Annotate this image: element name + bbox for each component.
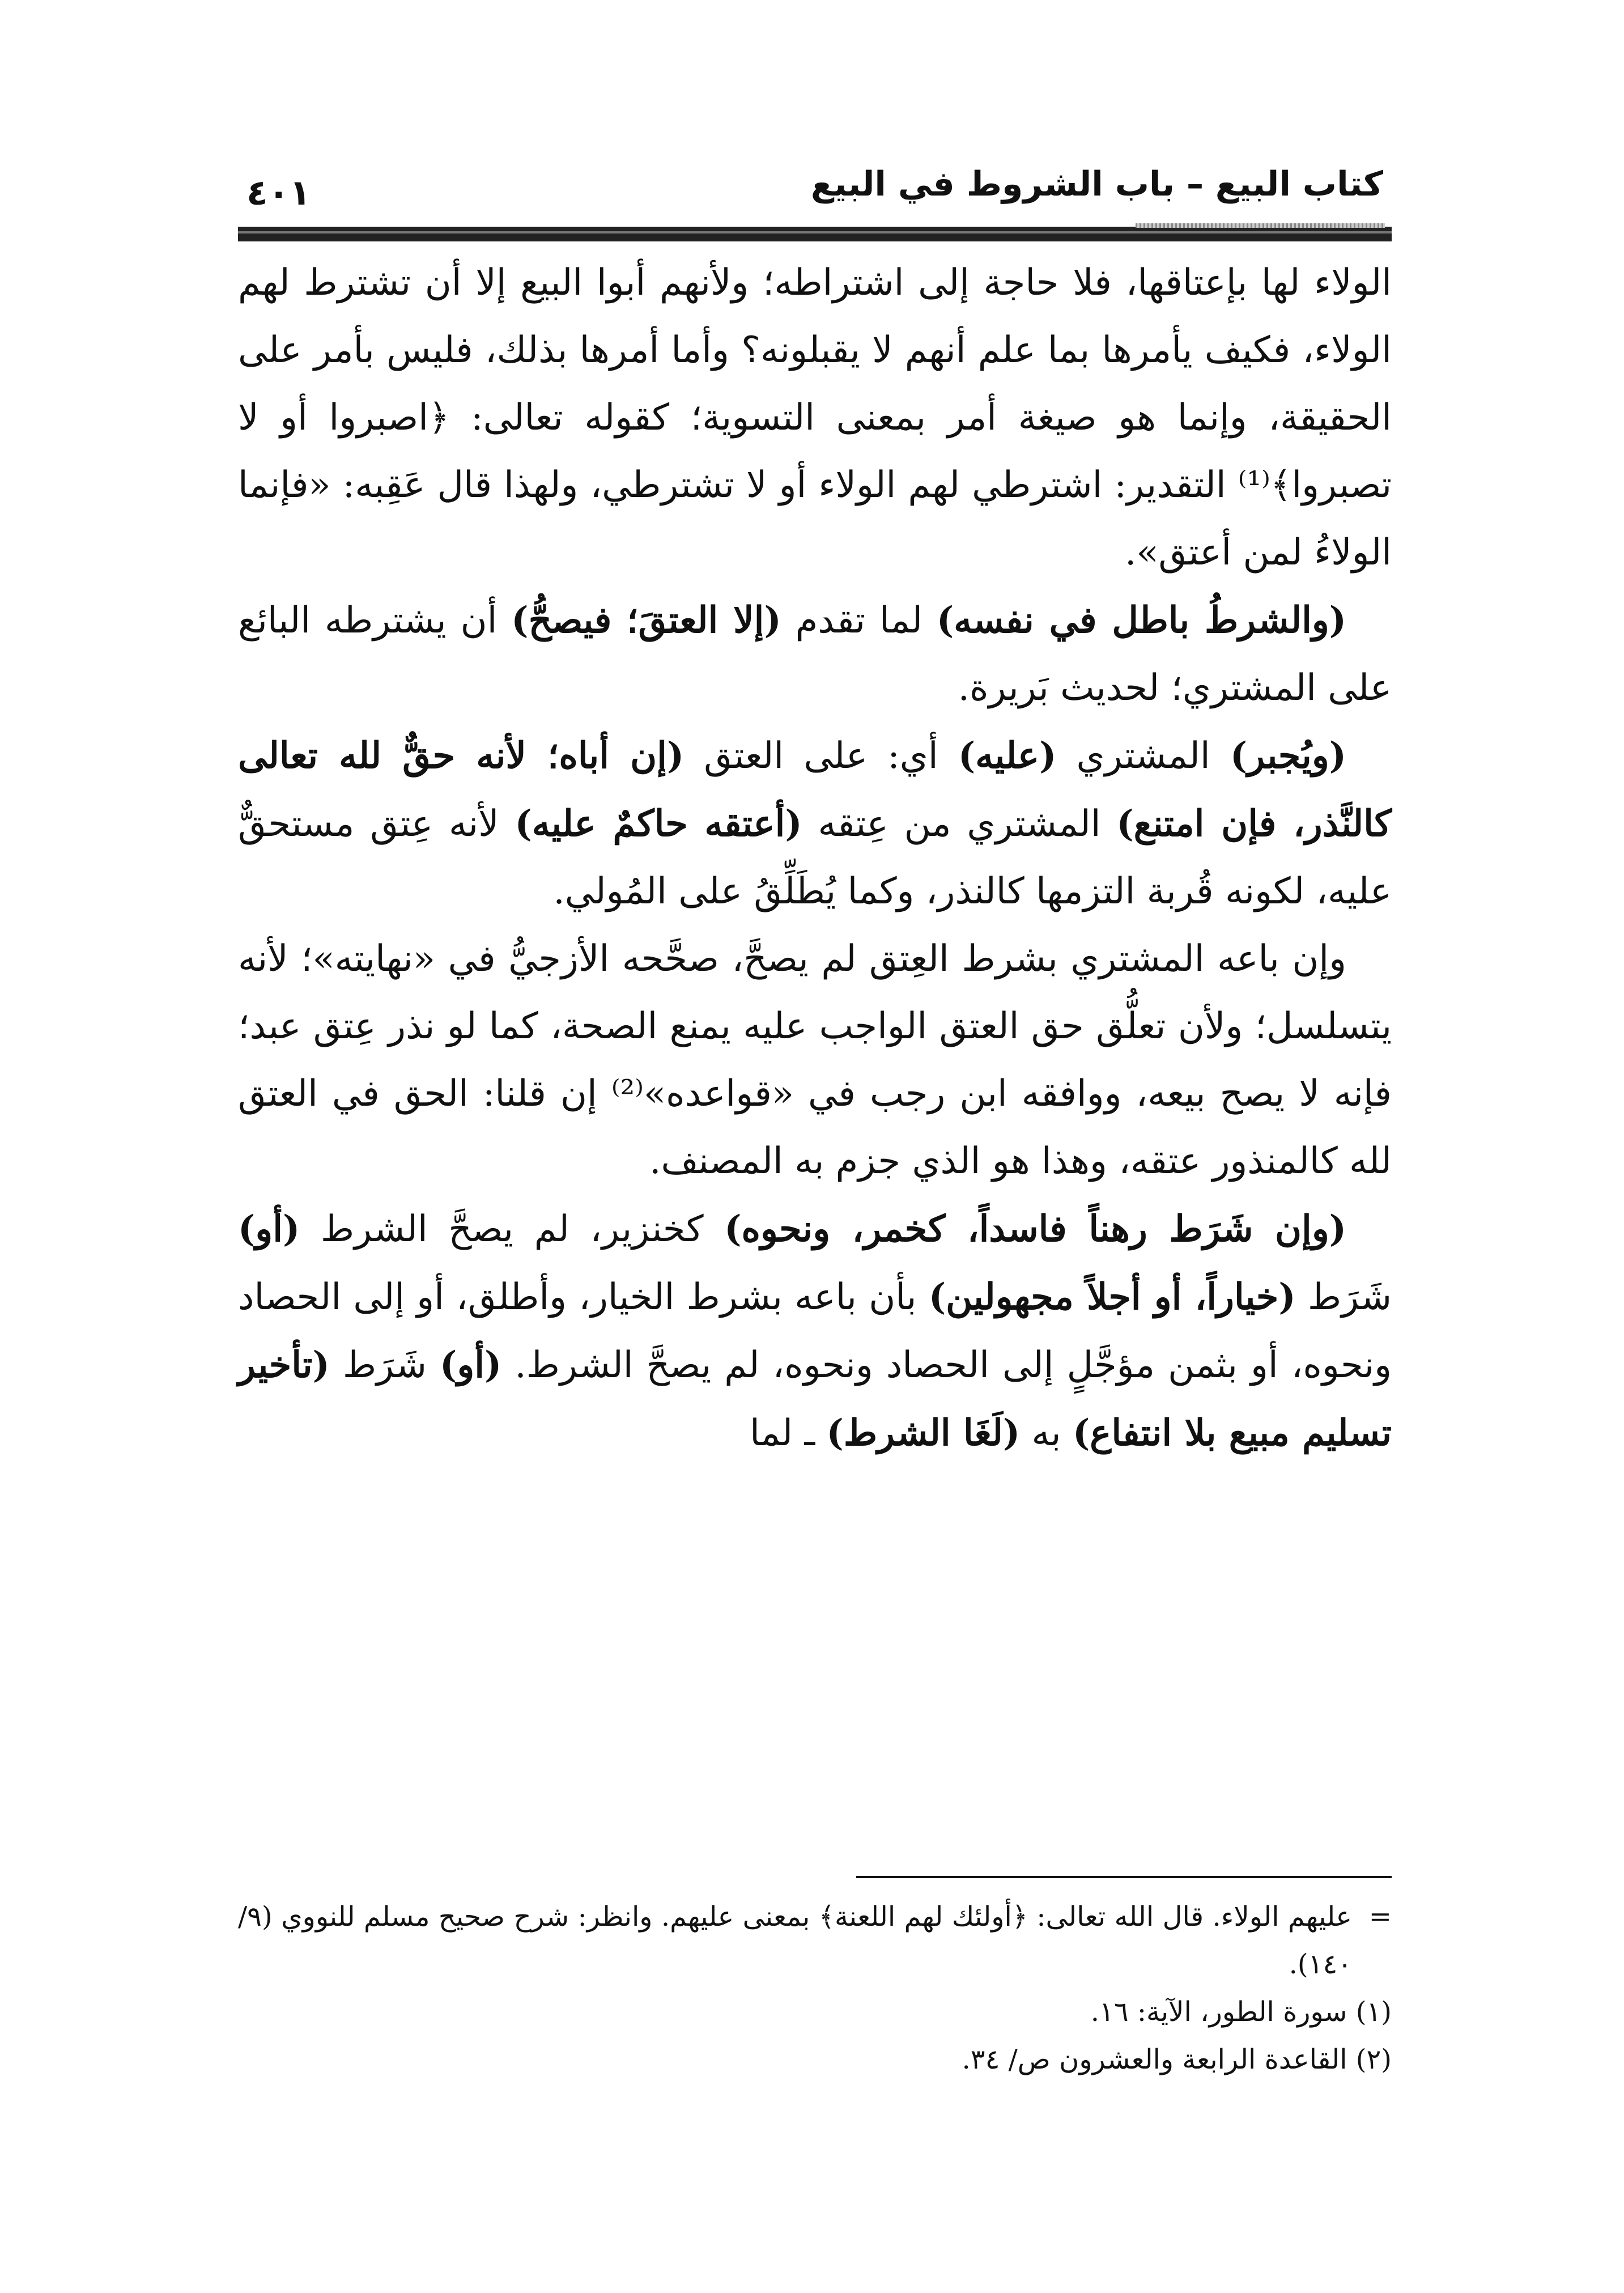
paragraph-1: الولاء لها بإعتاقها، فلا حاجة إلى اشتراطه؛ ولأنهم أبوا البيع إلا أن تشترط لهم الولاء، فكيف يأمرها بما علم أنهم لا يقبلونه؟ وأما أمرها بذلك، فليس بأمر على الحقيقة، وإنما هو صيغة أمر بمعنى التسوية؛ كقوله تعالى: ﴿اصبروا أو لا تصبروا﴾⁽¹⁾ التقدير: اشترطي لهم الولاء أو لا تشترطي، ولهذا قال عَقِبه: «فإنما الولاءُ لمن أعتق». [238, 262, 1392, 574]
sharh-text: المشتري [1056, 735, 1230, 777]
header-rule [238, 227, 1392, 241]
matn-text: (خياراً، أو أجلاً مجهولين) [928, 1276, 1296, 1318]
sharh-text: لما تقدم [781, 600, 937, 642]
sharh-text: ـ لما [750, 1412, 827, 1454]
matn-text: (أو) [440, 1344, 502, 1386]
paragraph-5 [238, 1195, 1392, 1467]
running-header [235, 153, 1389, 221]
matn-text: (عليه) [958, 734, 1057, 777]
sharh-text: به [1020, 1412, 1073, 1454]
footnote-continuation [238, 1893, 1392, 1988]
matn-text: (وإن شَرَط رهناً فاسداً، كخمر، ونحوه) [724, 1208, 1347, 1250]
main-text [238, 249, 1392, 1467]
sharh-text: لأنه عِتق مستحقٌّ عليه، لكونه قُربة التزمها كالنذر، وكما يُطَلِّقُ على المُولي. [238, 803, 1392, 912]
page-number: ٤٠١ [246, 172, 311, 213]
footnotes [238, 1893, 1392, 2083]
sharh-text: أي: على العتق [684, 735, 958, 777]
matn-text: (إن أباه؛ لأنه حقٌّ لله تعالى كالنَّذر، فإن امتنع) [238, 734, 1392, 845]
sharh-text: شَرَط [329, 1344, 440, 1386]
footnote-separator [856, 1876, 1392, 1878]
sharh-text: أن يشترطه البائع على المشتري؛ لحديث بَريرة. [238, 600, 1392, 709]
sharh-text: بأن باعه بشرط الخيار، وأطلق، أو إلى الحصاد ونحوه، أو بثمن مؤجَّلٍ إلى الحصاد ونحوه، لم يصحَّ الشرط. [238, 1276, 1392, 1386]
matn-text: (أعتقه حاكمٌ عليه) [515, 802, 802, 845]
matn-text: (أو) [238, 1208, 300, 1250]
matn-text: (تأخير تسليم مبيع بلا انتفاع) [238, 1344, 1392, 1454]
sharh-text: كخنزير، لم يصحَّ الشرط [300, 1208, 725, 1250]
footnote-2: (٢) القاعدة الرابعة والعشرون ص/ ٣٤. [962, 2044, 1392, 2075]
matn-text: (والشرطُ باطل في نفسه) [936, 599, 1347, 642]
paragraph-4: وإن باعه المشتري بشرط العِتق لم يصحَّ، صحَّحه الأزجيُّ في «نهايته»؛ لأنه يتسلسل؛ ولأن تعلُّق حق العتق الواجب عليه يمنع الصحة، كما لو نذر عِتق عبد؛ فإنه لا يصح بيعه، ووافقه ابن رجب في «قواعده»⁽²⁾ إن قلنا: الحق في العتق لله كالمنذور عتقه، وهذا هو الذي جزم به المصنف. [238, 938, 1392, 1182]
paragraph-2 [238, 587, 1392, 722]
paragraph-3 [238, 722, 1392, 925]
sharh-text: شَرَط [1295, 1276, 1392, 1318]
matn-text: (إلا العتقَ؛ فيصحُّ) [511, 599, 781, 642]
matn-text: (لَغَا الشرط) [826, 1412, 1021, 1454]
footnote-continuation-text: عليهم الولاء. قال الله تعالى: ﴿أولئك لهم اللعنة﴾ بمعنى عليهم. وانظر: شرح صحيح مسلم للنووي (٩/ ١٤٠). [238, 1901, 1352, 1980]
matn-text: (ويُجبر) [1230, 734, 1347, 777]
chapter-title: كتاب البيع – باب الشروط في البيع [810, 164, 1383, 204]
sharh-text: المشتري من عِتقه [802, 803, 1117, 845]
footnote-1: (١) سورة الطور، الآية: ١٦. [1090, 1996, 1392, 2028]
continuation-marker: = [1368, 1901, 1392, 1933]
